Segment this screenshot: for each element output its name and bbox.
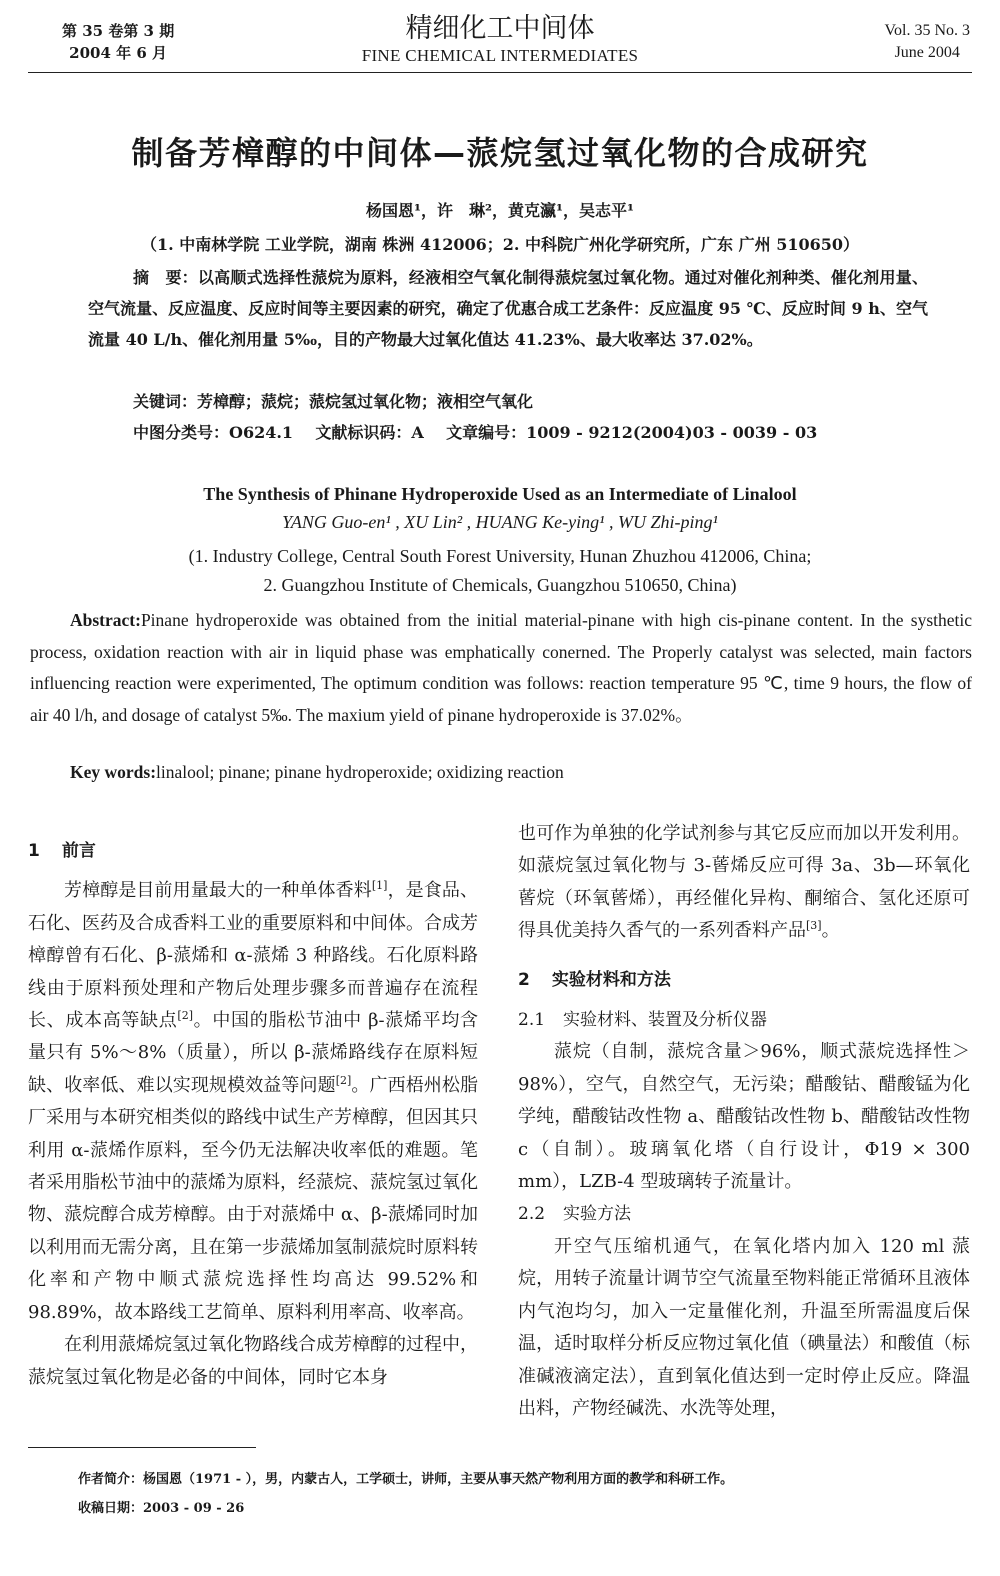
- section-1-heading: [28, 835, 478, 867]
- affiliations-cn: （1. 中南林学院 工业学院，湖南 株洲 412006；2. 中科院广州化学研究所，广东 广州 510650）: [141, 235, 859, 254]
- abstract-cn-label: 摘 要：: [133, 268, 198, 287]
- citation-2: [2]: [177, 1009, 193, 1023]
- keywords-cn: [133, 390, 533, 414]
- section-2-1-title: 实验材料、装置及分析仪器: [563, 1010, 768, 1031]
- section-2-1-heading: [518, 1004, 970, 1036]
- abstract-en-label: Abstract:: [70, 610, 141, 630]
- doc-code-value: A: [411, 423, 424, 442]
- section-2-1-paragraph: 蒎烷（自制，蒎烷含量＞96%，顺式蒎烷选择性＞98%），空气，自然空气，无污染；醋酸钴、醋酸锰为化学纯，醋酸钴改性物 a、醋酸钴改性物 b、醋酸钴改性物 c（自制）。玻璃氧化塔（自行设计，Φ19 × 300 mm），LZB-4 型玻璃转子流量计。: [518, 1041, 970, 1193]
- abstract-en: [30, 605, 972, 731]
- citation-2b: [2]: [335, 1073, 352, 1087]
- section-1-number: 1: [28, 841, 40, 861]
- section-2-heading: [518, 964, 970, 996]
- p2-cont-end: 。: [821, 920, 840, 942]
- footnote-received-text: 2003 - 09 - 26: [143, 1501, 245, 1516]
- authors-en: YANG Guo-en¹ , XU Lin² , HUANG Ke-ying¹ , WU Zhi-ping¹: [282, 512, 718, 532]
- p1-text-a: 芳樟醇是目前用量最大的一种单体香料: [64, 880, 372, 902]
- section-2-1-number: 2.1: [518, 1010, 546, 1031]
- date-cn: 2004 年 6 月: [69, 44, 168, 62]
- footnote-received-label: 收稿日期：: [78, 1501, 144, 1516]
- article-no-label: 文章编号：: [446, 423, 527, 442]
- citation-1: [1]: [371, 879, 388, 893]
- paper-title-en: The Synthesis of Phinane Hydroperoxide Used as an Intermediate of Linalool: [203, 484, 797, 504]
- p2-cont-text: 也可作为单独的化学试剂参与其它反应而加以开发利用。如蒎烷氢过氧化物与 3-蒈烯反应可得 3a、3b—环氧化蒈烷（环氧蒈烯），再经催化异构、酮缩合、氢化还原可得具优美持久香气的一系列香料产品: [518, 823, 970, 942]
- section-2-2-title: 实验方法: [563, 1204, 632, 1225]
- header-issue-cn: [62, 20, 174, 64]
- header-volume-en: [885, 20, 971, 64]
- clc-label: 中图分类号：: [133, 423, 230, 442]
- abstract-cn: [88, 262, 928, 355]
- footnote-received: [78, 1497, 244, 1516]
- footnote-author-text: 杨国恩（1971 - ），男，内蒙古人，工学硕士，讲师，主要从事天然产物利用方面的教学和科研工作。: [143, 1472, 734, 1487]
- authors-cn: 杨国恩¹，许 琳²，黄克瀛¹，吴志平¹: [365, 201, 635, 220]
- p1-text-d: 。广西梧州松脂厂采用与本研究相类似的路线中试生产芳樟醇，但因其只利用 α-蒎烯作原料，至今仍无法解决收率低的难题。笔者采用脂松节油中的蒎烯为原料，经蒎烷、蒎烷氢过氧化物、蒎烷醇合成芳樟醇。由于对蒎烯中 α、β-蒎烯同时加以利用而无需分离，且在第一步蒎烯加氢制蒎烷时原料转化率和产物中顺式蒎烷选择性均高达 99.52%和 98.89%，故本路线工艺简单、原料利用率高、收率高。: [28, 1074, 478, 1323]
- section-2-title: 实验材料和方法: [551, 969, 671, 990]
- section-1-paragraph-2-continued: [518, 818, 970, 948]
- section-2-2-heading: [518, 1198, 970, 1230]
- footnote-author: [78, 1468, 733, 1487]
- keywords-cn-label: 关键词：: [133, 392, 198, 411]
- section-2-number: 2: [518, 969, 530, 990]
- date-en: June 2004: [894, 44, 960, 61]
- footnote-author-label: 作者简介：: [78, 1472, 144, 1487]
- header-journal: [300, 12, 700, 66]
- p1-text-b: ，是食品、石化、医药及合成香料工业的重要原料和中间体。合成芳樟醇曾有石化、β-蒎烯和 α-蒎烯 3 种路线。石化原料路线由于原料预处理和产物后处理步骤多而普遍存在流程长、成本高等缺点: [28, 880, 478, 1032]
- issue-cn: 第 35 卷第 3 期: [62, 22, 175, 40]
- keywords-en: [70, 762, 564, 783]
- footnote-rule: [28, 1447, 256, 1448]
- journal-title-cn: 精细化工中间体: [405, 13, 595, 44]
- clc-value: O624.1: [229, 423, 294, 442]
- abstract-en-text: Pinane hydroperoxide was obtained from the initial material-pinane with high cis-pinane content. In the systhetic process, oxidation reaction with air in liquid phase was emphatically conerned. The Properly catalyst was selected, main factors influencing reaction were experimented, The optimum condition was follows: reaction temperature 95 ℃, time 9 hours, the flow of air 40 l/h, and dosage of catalyst 5‰. The maxium yield of pinane hydroperoxide is 37.02%。: [30, 610, 972, 725]
- section-1-paragraph-2: 在利用蒎烯烷氢过氧化物路线合成芳樟醇的过程中，蒎烷氢过氧化物是必备的中间体，同时它本身: [28, 1334, 478, 1388]
- citation-3: [3]: [806, 919, 822, 933]
- keywords-en-text: linalool; pinane; pinane hydroperoxide; oxidizing reaction: [156, 762, 564, 782]
- p1-text-c: 。中国的脂松节油中 β-蒎烯平均含量只有 5%～8%（质量），所以 β-蒎烯路线存在原料短缺、收率低、难以实现规模效益等问题: [28, 1010, 479, 1096]
- section-1-title: 前言: [61, 841, 96, 861]
- paper-title-cn: 制备芳樟醇的中间体—蒎烷氢过氧化物的合成研究: [131, 134, 869, 172]
- body-column-right: [518, 818, 970, 1425]
- section-1-paragraph-1: [28, 875, 478, 1329]
- abstract-cn-text: 以高顺式选择性蒎烷为原料，经液相空气氧化制得蒎烷氢过氧化物。通过对催化剂种类、催化剂用量、空气流量、反应温度、反应时间等主要因素的研究，确定了优惠合成工艺条件：反应温度 95 ℃、反应时间 9 h、空气流量 40 L/h、催化剂用量 5‰，目的产物最大过氧化值达 41.23%、最大收率达 37.02%。: [88, 268, 928, 349]
- classification-cn: [133, 421, 817, 445]
- volume-en: Vol. 35 No. 3: [884, 22, 970, 39]
- section-2-2-number: 2.2: [518, 1204, 546, 1225]
- body-column-left: [28, 835, 478, 1394]
- article-no-value: 1009 - 9212(2004)03 - 0039 - 03: [526, 423, 818, 442]
- keywords-cn-text: 芳樟醇；蒎烷；蒎烷氢过氧化物；液相空气氧化: [197, 392, 534, 411]
- doc-code-label: 文献标识码：: [315, 423, 412, 442]
- affiliation-en-1: (1. Industry College, Central South Forest University, Hunan Zhuzhou 412006, China;: [188, 546, 812, 566]
- journal-title-en: FINE CHEMICAL INTERMEDIATES: [361, 46, 639, 65]
- keywords-en-label: Key words:: [70, 762, 157, 782]
- affiliation-en-2: 2. Guangzhou Institute of Chemicals, Guangzhou 510650, China): [263, 575, 737, 595]
- header-rule: [28, 72, 972, 73]
- section-2-2-paragraph: 开空气压缩机通气，在氧化塔内加入 120 ml 蒎烷，用转子流量计调节空气流量至物料能正常循环且液体内气泡均匀，加入一定量催化剂，升温至所需温度后保温，适时取样分析反应物过氧化值（碘量法）和酸值（标准碱液滴定法），直到氧化值达到一定时停止反应。降温出料，产物经碱洗、水洗等处理，: [518, 1235, 970, 1419]
